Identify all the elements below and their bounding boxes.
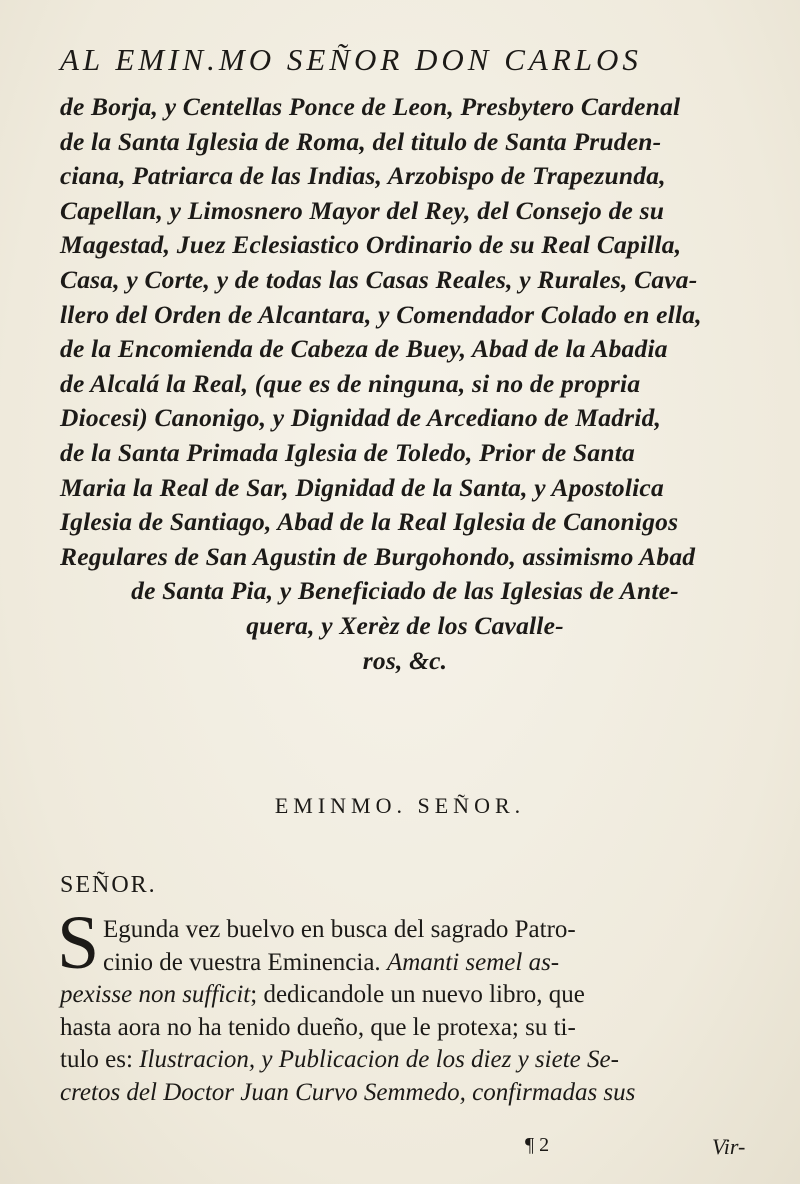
- body-text: hasta aora no ha tenido dueño, que le protexa; su ti-: [60, 1013, 576, 1041]
- body-text: tulo es:: [60, 1046, 140, 1073]
- dedication-line: Maria la Real de Sar, Dignidad de la Santa, y Apostolica: [60, 472, 664, 502]
- salutation: EMINMO. SEÑOR.: [274, 793, 526, 818]
- dedication-line: Iglesia de Santiago, Abad de la Real Iglesia de Canonigos: [60, 507, 679, 537]
- dedication-line: de Santa Pia, y Beneficiado de las Iglesias de Ante-: [131, 576, 679, 606]
- dedication-line: Diocesi) Canonigo, y Dignidad de Arcediano de Madrid,: [60, 403, 662, 433]
- body-text: ; dedicandole un nuevo libro, que: [250, 981, 585, 1008]
- dedication-line: de la Encomienda de Cabeza de Buey, Abad de la Abadia: [60, 334, 668, 364]
- body-line: [60, 979, 760, 1012]
- dedication-line: llero del Orden de Alcantara, y Comendador Colado en ella,: [60, 299, 702, 329]
- body-latin-quote: pexisse non sufficit: [60, 981, 251, 1008]
- dedication-line: de la Santa Primada Iglesia de Toledo, Prior de Santa: [60, 437, 635, 467]
- drop-cap: S: [57, 901, 100, 985]
- body-book-title: Ilustracion, y Publicacion de los diez y siete Se-: [139, 1046, 619, 1073]
- body-line: [60, 1044, 760, 1077]
- body-line: [60, 1077, 760, 1110]
- letter-body: [60, 914, 760, 1109]
- dedication-line: de Borja, y Centellas Ponce de Leon, Presbytero Cardenal: [60, 92, 681, 121]
- catchword: Vir-: [712, 1134, 746, 1159]
- dedication-line: ros, &c.: [362, 645, 448, 675]
- dedication-heading: AL EMIN.MO SEÑOR DON CARLOS: [60, 42, 642, 77]
- body-book-title: cretos del Doctor Juan Curvo Semmedo, confirmadas sus: [60, 1078, 636, 1106]
- body-text: cinio de vuestra Eminencia.: [103, 948, 387, 976]
- dedication-line: de Alcalá la Real, (que es de ninguna, si no de propria: [60, 368, 641, 398]
- letter-heading: SEÑOR.: [60, 872, 157, 898]
- body-latin-quote: Amanti semel as-: [386, 948, 560, 976]
- dedication-line: Regulares de San Agustin de Burgohondo, assimismo Abad: [60, 541, 696, 571]
- body-line: [60, 914, 760, 947]
- dedication-line: Casa, y Corte, y de todas las Casas Reales, y Rurales, Cava-: [60, 264, 698, 294]
- dedication-line: Magestad, Juez Eclesiastico Ordinario de su Real Capilla,: [60, 230, 682, 260]
- dedication-line: de la Santa Iglesia de Roma, del titulo de Santa Pruden-: [60, 126, 662, 156]
- body-line: [60, 947, 760, 980]
- body-line: [60, 1012, 760, 1045]
- body-text: Egunda vez buelvo en busca del sagrado Patro-: [103, 916, 576, 943]
- signature-mark: ¶ 2: [525, 1134, 550, 1156]
- dedication-titles: [60, 90, 750, 678]
- dedication-line: quera, y Xerèz de los Cavalle-: [246, 610, 564, 640]
- dedication-line: ciana, Patriarca de las Indias, Arzobispo de Trapezunda,: [60, 161, 666, 191]
- dedication-line: Capellan, y Limosnero Mayor del Rey, del Consejo de su: [60, 195, 665, 225]
